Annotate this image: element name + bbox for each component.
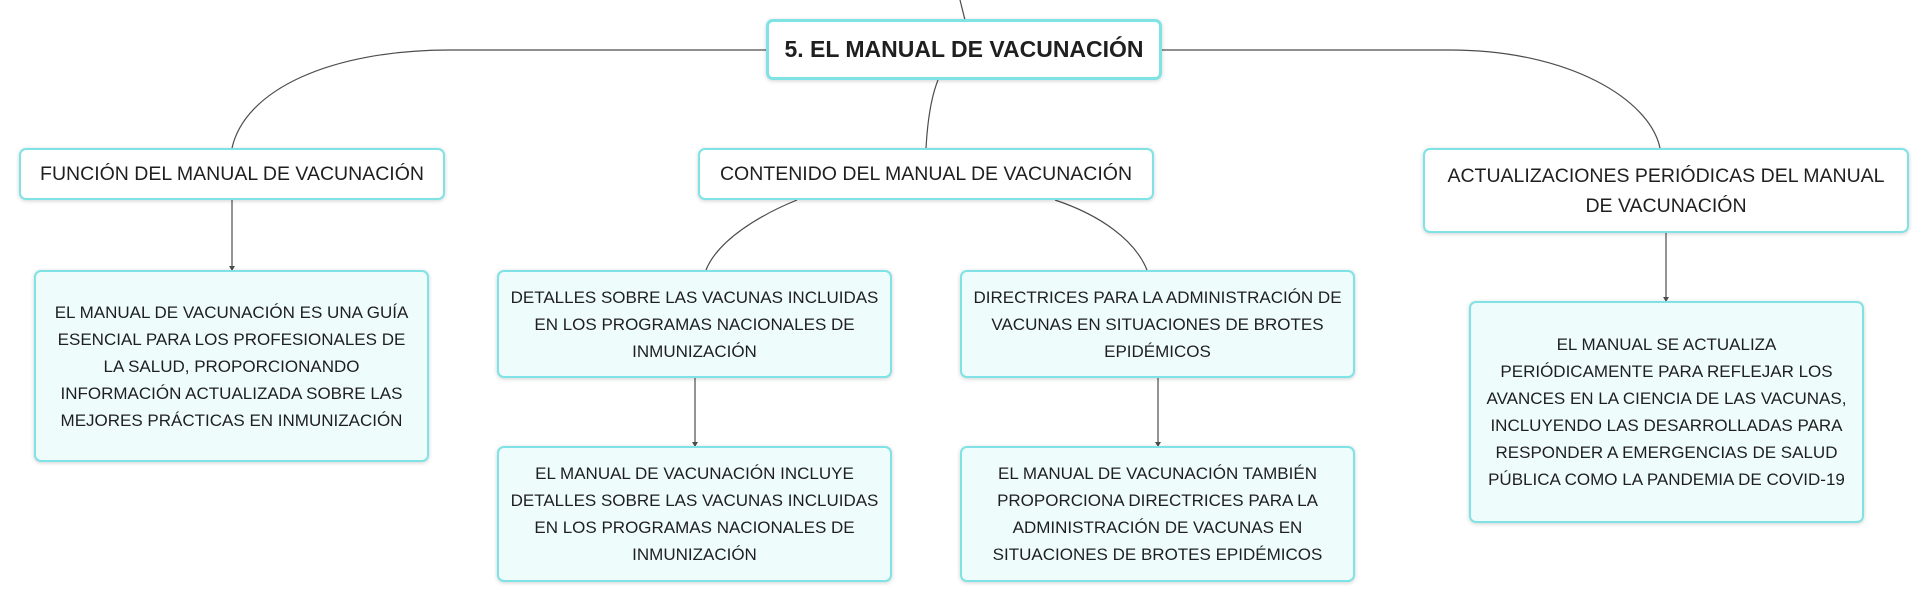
root-topic[interactable] (766, 19, 1162, 80)
topic-actualizaciones[interactable] (1423, 148, 1909, 233)
topic-contenido-label: CONTENIDO DEL MANUAL DE VACUNACIÓN (719, 163, 1133, 185)
detail-detalles-vacunas-text: EL MANUAL DE VACUNACIÓN INCLUYE DETALLES SOBRE LAS VACUNAS INCLUIDAS EN LOS PROGRAMAS NACIONALES DE INMUNIZACIÓN (510, 464, 879, 564)
detail-actualizaciones-text: EL MANUAL SE ACTUALIZA PERIÓDICAMENTE PARA REFLEJAR LOS AVANCES EN LA CIENCIA DE LAS VACUNAS, INCLUYENDO LAS DESARROLLADAS PARA RESPONDER A EMERGENCIAS DE SALUD PÚBLICA COMO LA PANDEMIA DE COVID-19 (1486, 335, 1847, 489)
topic-funcion[interactable] (19, 148, 445, 200)
connector-root-to-actualizaciones (1162, 50, 1660, 148)
connector-root-to-funcion (232, 50, 766, 148)
subtopic-directrices-brotes[interactable] (960, 270, 1355, 378)
detail-directrices-brotes-text: EL MANUAL DE VACUNACIÓN TAMBIÉN PROPORCIONA DIRECTRICES PARA LA ADMINISTRACIÓN DE VACUNAS EN SITUACIONES DE BROTES EPIDÉMICOS (992, 464, 1323, 564)
subtopic-detalles-vacunas-label: DETALLES SOBRE LAS VACUNAS INCLUIDAS EN LOS PROGRAMAS NACIONALES DE INMUNIZACIÓN (510, 287, 879, 361)
root-topic-label: 5. EL MANUAL DE VACUNACIÓN (784, 36, 1144, 62)
connector-root-to-contenido (926, 80, 938, 148)
subtopic-detalles-vacunas[interactable] (497, 270, 892, 378)
topic-contenido[interactable] (698, 148, 1154, 200)
detail-funcion-text: EL MANUAL DE VACUNACIÓN ES UNA GUÍA ESENCIAL PARA LOS PROFESIONALES DE LA SALUD, PROPORCIONANDO INFORMACIÓN ACTUALIZADA SOBRE LAS MEJORES PRÁCTICAS EN INMUNIZACIÓN (54, 302, 409, 430)
topic-funcion-label: FUNCIÓN DEL MANUAL DE VACUNACIÓN (40, 163, 424, 185)
subtopic-directrices-brotes-label: DIRECTRICES PARA LA ADMINISTRACIÓN DE VACUNAS EN SITUACIONES DE BROTES EPIDÉMICOS (973, 287, 1342, 361)
connector-parent-to-root (960, 0, 965, 20)
detail-actualizaciones[interactable] (1469, 301, 1864, 523)
topic-actualizaciones-label: ACTUALIZACIONES PERIÓDICAS DEL MANUAL DE VACUNACIÓN (1447, 164, 1885, 217)
detail-detalles-vacunas[interactable] (497, 446, 892, 582)
detail-directrices-brotes[interactable] (960, 446, 1355, 582)
detail-funcion[interactable] (34, 270, 429, 462)
connector-contenido-to-sub1 (706, 200, 797, 270)
connector-contenido-to-sub2 (1055, 200, 1147, 270)
